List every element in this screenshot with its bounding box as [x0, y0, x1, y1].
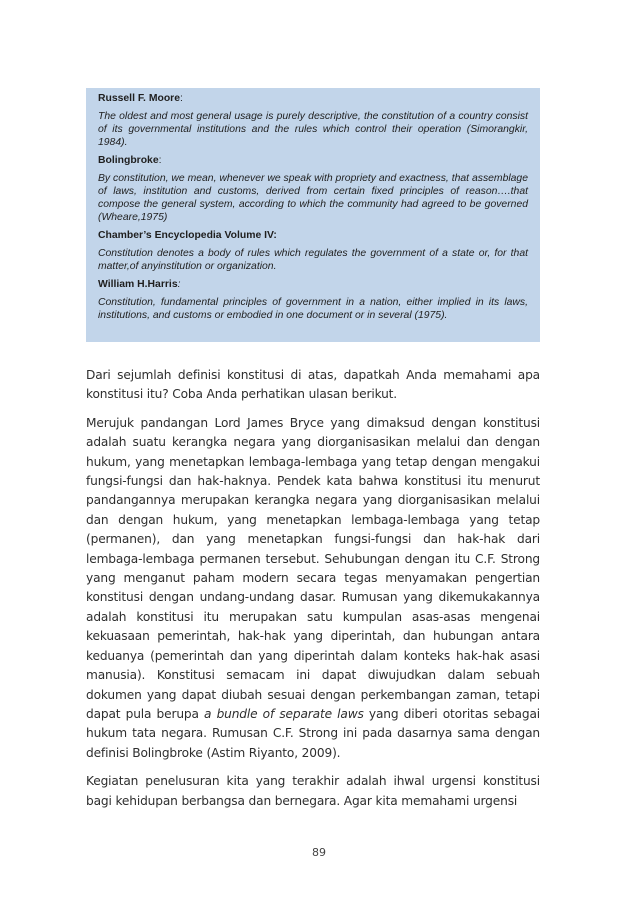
- paragraph: Dari sejumlah definisi konstitusi di atas, dapatkah Anda memahami apa konstitusi itu? Coba Anda perhatikan ulasan berikut.: [86, 368, 540, 402]
- quote-author: Chamber’s Encyclopedia Volume IV:: [98, 230, 277, 241]
- quote-text: Constitution, fundamental principles of government in a nation, either implied in its laws, institutions, and customs or embodied in one document or in several (1975).: [98, 297, 528, 321]
- quote-text: Constitution denotes a body of rules which regulates the government of a state or, for that matter,of anyinstitution or organization.: [98, 248, 528, 272]
- quote-author: Bolingbroke:: [98, 155, 162, 166]
- emphasis: a bundle of separate laws: [204, 706, 364, 721]
- quote-author: William H.Harris:: [98, 279, 181, 290]
- definitions-box: [86, 88, 540, 342]
- page-number: 89: [312, 846, 326, 859]
- quote-text: The oldest and most general usage is purely descriptive, the constitution of a country consist of its governmental institutions and the rules which control their operation (Simorangkir, 1984).: [98, 111, 528, 148]
- quote-text: By constitution, we mean, whenever we speak with propriety and exactness, that assemblage of laws, institution and customs, derived from certain fixed principles of reason….that compose the general system, according to which the community had agreed to be governed (Wheare,1975): [98, 173, 528, 223]
- body-text: [86, 366, 540, 820]
- quote-author: Russell F. Moore:: [98, 93, 183, 104]
- paragraph: Merujuk pandangan Lord James Bryce yang dimaksud dengan konstitusi adalah suatu kerangka negara yang diorganisasikan melalui dan dengan hukum, yang menetapkan lembaga-lembaga yang tetap dengan mengakui fungsi-fungsi dan hak-haknya. Pendek kata bahwa konstitusi itu menurut pandangannya merupakan kerangka negara yang diorganisasikan melalui dan dengan hukum, yang menetapkan lembaga-lembaga yang tetap (permanen), dan yang menetapkan fungsi-fungsi dan hak-hak dari lembaga-lembaga permanen tersebut. Sehubungan dengan itu C.F. Strong yang menganut paham modern secara tegas menyamakan pengertian konstitusi dengan undang-undang dasar. Rumusan yang dikemukakannya adalah konstitusi itu merupakan satu kumpulan asas-asas mengenai kekuasaan pemerintah, hak-hak yang diperintah, dan hubungan antara keduanya (pemerintah dan yang diperintah dalam konteks hak-hak asasi manusia). Konstitusi semacam ini dapat diwujudkan dalam sebuah dokumen yang dapat diubah sesuai dengan perkembangan zaman, tetapi dapat pula berupa a bundle of separate laws yang diberi otoritas sebagai hukum tata negara. Rumusan C.F. Strong ini pada dasarnya sama dengan definisi Bolingbroke (Astim Riyanto, 2009).: [86, 415, 541, 760]
- paragraph: Kegiatan penelusuran kita yang terakhir adalah ihwal urgensi konstitusi bagi kehidupan berbangsa dan bernegara. Agar kita memahami urgensi: [86, 774, 540, 808]
